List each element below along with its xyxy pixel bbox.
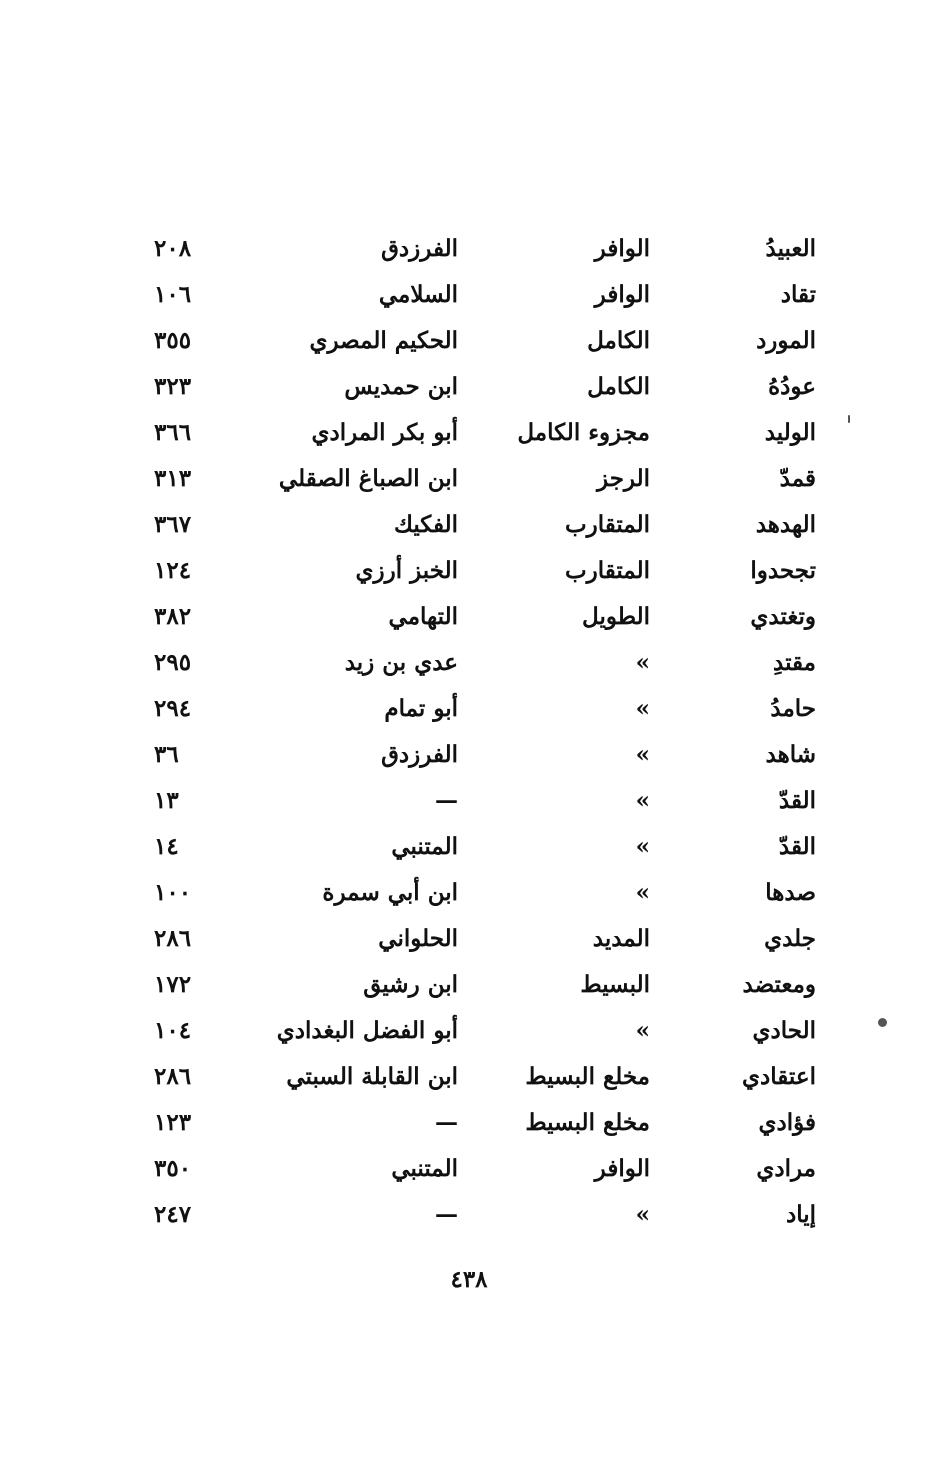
poetic-meter: الوافر (594, 1155, 650, 1182)
rhyme-word: القدّ (778, 833, 816, 860)
page-reference: ٣٦ (154, 741, 179, 768)
poetic-meter: » (635, 1201, 650, 1228)
index-row (140, 1008, 830, 1054)
index-row (140, 1192, 830, 1238)
poetic-meter: مخلع البسيط (525, 1063, 650, 1090)
page-reference: ١٠٤ (154, 1017, 192, 1044)
poetic-meter: » (635, 649, 650, 676)
poet-name: ابن القابلة السبتي (286, 1063, 458, 1090)
poetic-meter: » (635, 695, 650, 722)
poetic-meter: » (635, 741, 650, 768)
poet-name: الحلواني (378, 925, 458, 952)
rhyme-word: مقتدِ (773, 649, 816, 676)
print-speck (878, 1018, 887, 1027)
poet-name: — (435, 1201, 458, 1228)
page-reference: ٣١٣ (154, 465, 192, 492)
page-reference: ١٧٢ (154, 971, 192, 998)
poet-name: أبو تمام (384, 695, 458, 722)
page-reference: ٢٤٧ (154, 1201, 192, 1228)
index-row (140, 732, 830, 778)
index-row (140, 962, 830, 1008)
poetic-meter: مخلع البسيط (525, 1109, 650, 1136)
rhyme-word: الحادي (752, 1017, 816, 1044)
rhymes-index-table (140, 226, 830, 1238)
index-row (140, 502, 830, 548)
page-reference: ٣٢٣ (154, 373, 192, 400)
page-reference: ٢٨٦ (154, 1063, 192, 1090)
page-reference: ٣٥٠ (154, 1155, 192, 1182)
poet-name: — (435, 1109, 458, 1136)
index-row (140, 410, 830, 456)
index-row (140, 778, 830, 824)
poet-name: الفرزدق (381, 741, 458, 768)
poetic-meter: مجزوء الكامل (517, 419, 650, 446)
page-reference: ٢٩٥ (154, 649, 192, 676)
poetic-meter: الكامل (587, 327, 650, 354)
page-reference: ١٠٠ (154, 879, 192, 906)
page-reference: ٢٠٨ (154, 235, 192, 262)
page-reference: ١٢٣ (154, 1109, 192, 1136)
poet-name: ابن حمديس (344, 373, 458, 400)
poet-name: عدي بن زيد (344, 649, 458, 676)
index-row (140, 318, 830, 364)
page-reference: ٣٥٥ (154, 327, 192, 354)
page-reference: ٢٨٦ (154, 925, 192, 952)
rhyme-word: قمدّ (779, 465, 816, 492)
index-row (140, 1100, 830, 1146)
poet-name: الحكيم المصري (309, 327, 458, 354)
poetic-meter: الرجز (597, 465, 650, 492)
rhyme-word: صدها (765, 879, 816, 906)
index-row (140, 226, 830, 272)
index-row (140, 364, 830, 410)
poetic-meter: الطويل (582, 603, 650, 630)
poetic-meter: الوافر (594, 281, 650, 308)
poet-name: المتنبي (391, 1155, 458, 1182)
index-row (140, 594, 830, 640)
rhyme-word: ومعتضد (742, 971, 816, 998)
page-reference: ٣٨٢ (154, 603, 192, 630)
index-row (140, 1146, 830, 1192)
rhyme-word: مرادي (756, 1155, 816, 1182)
rhyme-word: إياد (785, 1201, 816, 1228)
page-reference: ١٣ (154, 787, 179, 814)
page-reference: ٣٦٦ (154, 419, 192, 446)
poet-name: التهامي (388, 603, 458, 630)
index-row (140, 272, 830, 318)
poetic-meter: البسيط (580, 971, 650, 998)
poet-name: الفكيك (393, 511, 458, 538)
page-reference: ١٢٤ (154, 557, 192, 584)
rhyme-word: القدّ (778, 787, 816, 814)
index-row (140, 686, 830, 732)
rhyme-word: المورد (756, 327, 816, 354)
poet-name: السلامي (378, 281, 458, 308)
rhyme-word: العبيدُ (765, 235, 816, 262)
poet-name: الفرزدق (381, 235, 458, 262)
poetic-meter: الكامل (587, 373, 650, 400)
poet-name: المتنبي (391, 833, 458, 860)
rhyme-word: الهدهد (755, 511, 816, 538)
rhyme-word: شاهد (765, 741, 816, 768)
index-row (140, 548, 830, 594)
index-row (140, 456, 830, 502)
poetic-meter: المتقارب (564, 557, 650, 584)
rhyme-word: حامدُ (770, 695, 816, 722)
index-row (140, 640, 830, 686)
page-reference: ١٤ (154, 833, 179, 860)
rhyme-word: فؤادي (758, 1109, 816, 1136)
poet-name: أبو الفضل البغدادي (276, 1017, 458, 1044)
poetic-meter: المديد (592, 925, 650, 952)
print-speck (848, 415, 850, 423)
page-reference: ١٠٦ (154, 281, 192, 308)
rhyme-word: عودُهُ (768, 373, 816, 400)
poet-name: أبو بكر المرادي (311, 419, 458, 446)
rhyme-word: تجحدوا (750, 557, 816, 584)
poet-name: الخبز أرزي (355, 557, 458, 584)
poetic-meter: » (635, 879, 650, 906)
poet-name: ابن الصباغ الصقلي (278, 465, 458, 492)
poetic-meter: » (635, 787, 650, 814)
poetic-meter: » (635, 833, 650, 860)
poetic-meter: المتقارب (564, 511, 650, 538)
rhyme-word: تقاد (780, 281, 816, 308)
page-reference: ٢٩٤ (154, 695, 192, 722)
index-row (140, 1054, 830, 1100)
poet-name: ابن أبي سمرة (322, 879, 458, 906)
poet-name: ابن رشيق (363, 971, 458, 998)
poet-name: — (435, 787, 458, 814)
rhyme-word: اعتقادي (742, 1063, 816, 1090)
rhyme-word: الوليد (764, 419, 816, 446)
index-row (140, 870, 830, 916)
page-number: ٤٣٨ (450, 1266, 488, 1293)
poetic-meter: » (635, 1017, 650, 1044)
page-reference: ٣٦٧ (154, 511, 192, 538)
rhyme-word: جلدي (764, 925, 816, 952)
index-row (140, 916, 830, 962)
rhyme-word: وتغتدي (750, 603, 816, 630)
poetic-meter: الوافر (594, 235, 650, 262)
index-row (140, 824, 830, 870)
